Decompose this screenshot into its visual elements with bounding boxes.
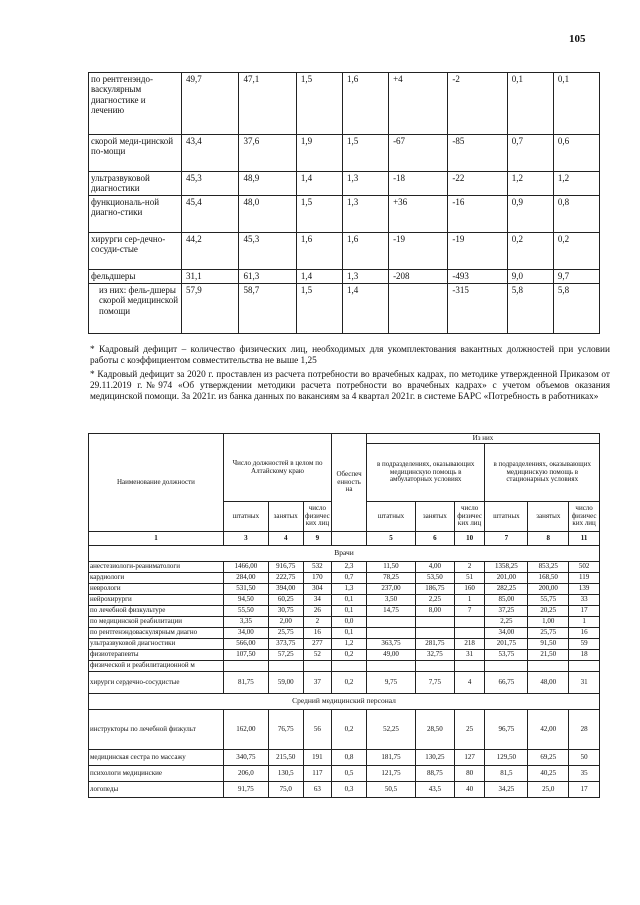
table-cell: 0,2 bbox=[332, 650, 367, 661]
table-cell: 191 bbox=[303, 750, 332, 766]
table-row bbox=[89, 766, 600, 782]
table-cell: 340,75 bbox=[223, 750, 268, 766]
table-cell: 20,25 bbox=[528, 606, 569, 617]
table-cell: 58,7 bbox=[239, 284, 296, 334]
positions-table bbox=[88, 433, 600, 798]
table-cell: 17 bbox=[569, 782, 600, 798]
position-name: нейрохирурги bbox=[89, 595, 224, 606]
table-cell: 9 bbox=[303, 532, 332, 546]
table-cell: 373,75 bbox=[268, 639, 303, 650]
table-cell: 44,2 bbox=[182, 233, 239, 270]
row-label: фельдшеры bbox=[89, 270, 182, 284]
table-cell bbox=[366, 617, 415, 628]
table-cell: 48,0 bbox=[239, 196, 296, 233]
table-cell: 63 bbox=[303, 782, 332, 798]
table-cell: 31,1 bbox=[182, 270, 239, 284]
table-row bbox=[89, 196, 600, 233]
table-cell: 1,5 bbox=[296, 73, 342, 135]
table-cell: 16 bbox=[303, 628, 332, 639]
table-row bbox=[89, 650, 600, 661]
table-cell bbox=[415, 617, 454, 628]
table-cell: 4 bbox=[268, 532, 303, 546]
table-row bbox=[89, 233, 600, 270]
table-cell: 25,75 bbox=[528, 628, 569, 639]
row-label: по рентгенэндо-васкулярным диагностике и лечению bbox=[89, 73, 182, 135]
table-row bbox=[89, 270, 600, 284]
table-cell: 33 bbox=[569, 595, 600, 606]
col-total-header: Число должностей в целом по Алтайскому краю bbox=[223, 434, 331, 502]
table-cell: 0,3 bbox=[332, 782, 367, 798]
table-row bbox=[89, 573, 600, 584]
table-cell: 60,25 bbox=[268, 595, 303, 606]
table-cell: 28,50 bbox=[415, 710, 454, 750]
table-cell: 25,75 bbox=[268, 628, 303, 639]
table-cell bbox=[332, 532, 367, 546]
table-cell: 57,25 bbox=[268, 650, 303, 661]
table-cell: 1 bbox=[569, 617, 600, 628]
table-cell: 1,3 bbox=[342, 172, 388, 196]
table-cell: 6 bbox=[415, 532, 454, 546]
table-cell: 1,3 bbox=[342, 270, 388, 284]
table-cell: 119 bbox=[569, 573, 600, 584]
section-title: Средний медицинский персонал bbox=[89, 694, 600, 710]
amb-staff-header: штатных bbox=[366, 502, 415, 532]
persons-header: число физичес ких лиц bbox=[303, 502, 332, 532]
table-row bbox=[89, 73, 600, 135]
table-cell: 181,75 bbox=[366, 750, 415, 766]
table-cell: 0,1 bbox=[332, 628, 367, 639]
table-cell: 18 bbox=[569, 650, 600, 661]
table-cell bbox=[223, 661, 268, 672]
table-cell: 57,9 bbox=[182, 284, 239, 334]
table-row bbox=[89, 532, 600, 546]
footnote-deficit-definition: * Кадровый дефицит – количество физических лиц, необходимых для укомплектования вакантных должностей при условии работы с коэффициентом совместительства не выше 1,25 bbox=[90, 345, 610, 367]
section-row bbox=[89, 694, 600, 710]
table-cell: 52 bbox=[303, 650, 332, 661]
table-cell: 284,00 bbox=[223, 573, 268, 584]
amb-persons-header: число физичес ких лиц bbox=[454, 502, 485, 532]
position-name: психологи медицинские bbox=[89, 766, 224, 782]
table-cell: 69,25 bbox=[528, 750, 569, 766]
table-cell: 5,8 bbox=[507, 284, 553, 334]
table-cell: 7,75 bbox=[415, 672, 454, 694]
table-cell: 2,25 bbox=[415, 595, 454, 606]
table-cell: 5 bbox=[366, 532, 415, 546]
table-cell: 0,2 bbox=[553, 233, 599, 270]
table-cell: 916,75 bbox=[268, 562, 303, 573]
table-cell: 21,50 bbox=[528, 650, 569, 661]
table-row bbox=[89, 562, 600, 573]
table-cell: -315 bbox=[448, 284, 507, 334]
table-cell: -493 bbox=[448, 270, 507, 284]
table-cell: 0,7 bbox=[507, 135, 553, 172]
table-cell: 8 bbox=[528, 532, 569, 546]
table-cell: 42,00 bbox=[528, 710, 569, 750]
table-cell: 282,25 bbox=[485, 584, 528, 595]
table-cell: -67 bbox=[389, 135, 448, 172]
table-cell: 85,00 bbox=[485, 595, 528, 606]
table-cell: 129,50 bbox=[485, 750, 528, 766]
table-cell: 1,6 bbox=[342, 233, 388, 270]
position-name: по медицинской реабилитации bbox=[89, 617, 224, 628]
table-cell: 186,75 bbox=[415, 584, 454, 595]
stac-staff-header: штатных bbox=[485, 502, 528, 532]
table-cell: 206,0 bbox=[223, 766, 268, 782]
table-cell: 1358,25 bbox=[485, 562, 528, 573]
table-cell: 50,5 bbox=[366, 782, 415, 798]
table-cell: 48,00 bbox=[528, 672, 569, 694]
position-name: физической и реабилитационной м bbox=[89, 661, 224, 672]
table-cell: 37,6 bbox=[239, 135, 296, 172]
table-cell: 1,3 bbox=[332, 584, 367, 595]
table-cell: 168,50 bbox=[528, 573, 569, 584]
table-row bbox=[89, 710, 600, 750]
table-cell: 201,00 bbox=[485, 573, 528, 584]
table-row bbox=[89, 672, 600, 694]
table-cell: 0,6 bbox=[553, 135, 599, 172]
table-cell: 139 bbox=[569, 584, 600, 595]
table-cell: 45,4 bbox=[182, 196, 239, 233]
table-cell: 1 bbox=[454, 595, 485, 606]
row-label: хирурги сер-дечно-сосуди-стые bbox=[89, 233, 182, 270]
table-cell: 2 bbox=[454, 562, 485, 573]
table-cell: 218 bbox=[454, 639, 485, 650]
table-row bbox=[89, 617, 600, 628]
table-cell: -208 bbox=[389, 270, 448, 284]
position-name: физиотерапевты bbox=[89, 650, 224, 661]
table-row bbox=[89, 606, 600, 617]
table-cell: 91,75 bbox=[223, 782, 268, 798]
page-number: 105 bbox=[569, 33, 586, 45]
table-cell: 222,75 bbox=[268, 573, 303, 584]
table-cell: 162,00 bbox=[223, 710, 268, 750]
table-cell: 201,75 bbox=[485, 639, 528, 650]
table-cell: 3,50 bbox=[366, 595, 415, 606]
table-cell: 45,3 bbox=[182, 172, 239, 196]
table-cell: 1,00 bbox=[528, 617, 569, 628]
table-cell: 35 bbox=[569, 766, 600, 782]
table-cell: 81,75 bbox=[223, 672, 268, 694]
table-cell: 1,4 bbox=[296, 270, 342, 284]
position-name: неврологи bbox=[89, 584, 224, 595]
table-cell: 43,5 bbox=[415, 782, 454, 798]
table-row bbox=[89, 584, 600, 595]
table-cell: 59 bbox=[569, 639, 600, 650]
table-cell: 1,2 bbox=[332, 639, 367, 650]
table-cell: 5,8 bbox=[553, 284, 599, 334]
table-cell: 237,00 bbox=[366, 584, 415, 595]
table-cell bbox=[485, 661, 528, 672]
table-row bbox=[89, 639, 600, 650]
of-them-header: Из них bbox=[366, 434, 599, 444]
table-cell: 0,1 bbox=[507, 73, 553, 135]
table-cell: 40 bbox=[454, 782, 485, 798]
table-cell bbox=[332, 661, 367, 672]
table-cell: 277 bbox=[303, 639, 332, 650]
table-cell: 32,75 bbox=[415, 650, 454, 661]
table-cell: 127 bbox=[454, 750, 485, 766]
table-cell: 8,00 bbox=[415, 606, 454, 617]
occupied-header: занятых bbox=[268, 502, 303, 532]
position-name: по лечебной физкультуре bbox=[89, 606, 224, 617]
table-cell: 394,00 bbox=[268, 584, 303, 595]
table-cell: -19 bbox=[389, 233, 448, 270]
table-cell: 121,75 bbox=[366, 766, 415, 782]
table-cell: 3,35 bbox=[223, 617, 268, 628]
table-cell: 88,75 bbox=[415, 766, 454, 782]
table-cell: 48,9 bbox=[239, 172, 296, 196]
table-cell: -16 bbox=[448, 196, 507, 233]
table-cell: 50 bbox=[569, 750, 600, 766]
table-cell: 1,2 bbox=[507, 172, 553, 196]
table-cell: 130,25 bbox=[415, 750, 454, 766]
section-row bbox=[89, 546, 600, 562]
table-cell: -85 bbox=[448, 135, 507, 172]
table-cell: 43,4 bbox=[182, 135, 239, 172]
table-cell: 200,00 bbox=[528, 584, 569, 595]
position-name: ультразвуковой диагностики bbox=[89, 639, 224, 650]
table-cell: 49,00 bbox=[366, 650, 415, 661]
table-cell: 117 bbox=[303, 766, 332, 782]
table-cell: 532 bbox=[303, 562, 332, 573]
table-cell: 4,00 bbox=[415, 562, 454, 573]
table-cell: 78,25 bbox=[366, 573, 415, 584]
table-cell: 59,00 bbox=[268, 672, 303, 694]
staffing-ratio-table bbox=[88, 72, 600, 334]
table-row bbox=[89, 782, 600, 798]
table-cell: 1,4 bbox=[296, 172, 342, 196]
ambulatory-header: в подразделениях, оказывающих медицинскую помощь в амбулаторных условиях bbox=[366, 444, 485, 502]
table-cell: 34,25 bbox=[485, 782, 528, 798]
table-cell: 0,9 bbox=[507, 196, 553, 233]
table-cell: 0,1 bbox=[553, 73, 599, 135]
row-label: функциональ-ной диагно-стики bbox=[89, 196, 182, 233]
position-name: анестезиологи-реаниматологи bbox=[89, 562, 224, 573]
table-cell: 34 bbox=[303, 595, 332, 606]
table-row bbox=[89, 628, 600, 639]
table-cell bbox=[303, 661, 332, 672]
table-cell: 80 bbox=[454, 766, 485, 782]
table-cell: 9,75 bbox=[366, 672, 415, 694]
table-cell: 16 bbox=[569, 628, 600, 639]
table-cell: 30,75 bbox=[268, 606, 303, 617]
position-name: кардиологи bbox=[89, 573, 224, 584]
table-cell: 1,3 bbox=[342, 196, 388, 233]
table-cell: 96,75 bbox=[485, 710, 528, 750]
stac-occupied-header: занятых bbox=[528, 502, 569, 532]
table-cell bbox=[569, 661, 600, 672]
table-cell: 2,3 bbox=[332, 562, 367, 573]
table-cell: 363,75 bbox=[366, 639, 415, 650]
table-cell: 17 bbox=[569, 606, 600, 617]
position-name: медицинская сестра по массажу bbox=[89, 750, 224, 766]
table-cell: 76,75 bbox=[268, 710, 303, 750]
table-cell: 130,5 bbox=[268, 766, 303, 782]
table-cell: 91,50 bbox=[528, 639, 569, 650]
table-cell: 51 bbox=[454, 573, 485, 584]
row-label: скорой меди-цинской по-мощи bbox=[89, 135, 182, 172]
position-name: хирурги сердечно-сосудистые bbox=[89, 672, 224, 694]
table-cell: 0,1 bbox=[332, 595, 367, 606]
table-cell: 3 bbox=[223, 532, 268, 546]
table-cell: 0,2 bbox=[332, 672, 367, 694]
table-cell: 94,50 bbox=[223, 595, 268, 606]
table-cell bbox=[454, 628, 485, 639]
table-cell: 53,75 bbox=[485, 650, 528, 661]
table-cell: 1,5 bbox=[296, 284, 342, 334]
table-cell: 10 bbox=[454, 532, 485, 546]
table-cell: 1,6 bbox=[342, 73, 388, 135]
table-cell bbox=[389, 284, 448, 334]
table-cell: 40,25 bbox=[528, 766, 569, 782]
table-cell: 2 bbox=[303, 617, 332, 628]
table-cell: -22 bbox=[448, 172, 507, 196]
table-cell: -19 bbox=[448, 233, 507, 270]
table-row bbox=[89, 750, 600, 766]
table-cell: 0,8 bbox=[553, 196, 599, 233]
table-cell: 37 bbox=[303, 672, 332, 694]
table-cell bbox=[366, 628, 415, 639]
position-name: 1 bbox=[89, 532, 224, 546]
table-cell: 502 bbox=[569, 562, 600, 573]
table-cell: 1,5 bbox=[296, 196, 342, 233]
row-label: ультразвуковой диагностики bbox=[89, 172, 182, 196]
position-name: инструкторы по лечебной физкульт bbox=[89, 710, 224, 750]
table-cell bbox=[454, 617, 485, 628]
amb-occupied-header: занятых bbox=[415, 502, 454, 532]
table-cell: 7 bbox=[485, 532, 528, 546]
table-cell: 281,75 bbox=[415, 639, 454, 650]
position-name: логопеды bbox=[89, 782, 224, 798]
table-cell: 49,7 bbox=[182, 73, 239, 135]
table-cell: 1,4 bbox=[342, 284, 388, 334]
table-cell: 47,1 bbox=[239, 73, 296, 135]
table-cell: 531,50 bbox=[223, 584, 268, 595]
table-cell: 170 bbox=[303, 573, 332, 584]
table-cell: 26 bbox=[303, 606, 332, 617]
table-cell: 4 bbox=[454, 672, 485, 694]
table-cell: -18 bbox=[389, 172, 448, 196]
table-cell: 28 bbox=[569, 710, 600, 750]
row-label: из них: фель-дшеры скорой медицинской помощи bbox=[89, 284, 182, 334]
table-row bbox=[89, 661, 600, 672]
table-row bbox=[89, 172, 600, 196]
table-cell: 11 bbox=[569, 532, 600, 546]
table-cell: 14,75 bbox=[366, 606, 415, 617]
table-cell: 1466,00 bbox=[223, 562, 268, 573]
table-cell bbox=[454, 661, 485, 672]
table-cell bbox=[528, 661, 569, 672]
table-cell: 1,5 bbox=[342, 135, 388, 172]
table-cell: 75,0 bbox=[268, 782, 303, 798]
table-cell: 1,2 bbox=[553, 172, 599, 196]
table-cell: 2,00 bbox=[268, 617, 303, 628]
table-cell: 107,50 bbox=[223, 650, 268, 661]
col-provision-header: Обеспеч енность на bbox=[332, 434, 367, 532]
table-cell: 0,2 bbox=[507, 233, 553, 270]
table-cell: 11,50 bbox=[366, 562, 415, 573]
table-cell: 1,6 bbox=[296, 233, 342, 270]
inpatient-header: в подразделениях, оказывающих медицинскую помощь в стационарных условиях bbox=[485, 444, 600, 502]
table-cell: 853,25 bbox=[528, 562, 569, 573]
table-cell: 9,7 bbox=[553, 270, 599, 284]
table-cell: 215,50 bbox=[268, 750, 303, 766]
table-cell bbox=[415, 628, 454, 639]
table-cell: 53,50 bbox=[415, 573, 454, 584]
footnote-deficit-method: * Кадровый дефицит за 2020 г. проставлен из расчета потребности во врачебных кадрах, по методике утвержденной Приказом от 29.11.2019 г.№974 «Об утверждении методики расчета потребности во врачебных кадрах» с учетом объемов оказания медицинской помощи. За 2021г. из банка данных по вакансиям за 4 квартал 2021г. в системе БАРС «Потребность в работниках» bbox=[90, 370, 610, 403]
table-cell: 1,9 bbox=[296, 135, 342, 172]
stac-persons-header: число физичес ких лиц bbox=[569, 502, 600, 532]
table-cell bbox=[415, 661, 454, 672]
table-cell: 0,0 bbox=[332, 617, 367, 628]
table-cell: 81,5 bbox=[485, 766, 528, 782]
table-cell: 52,25 bbox=[366, 710, 415, 750]
table-cell: 0,1 bbox=[332, 606, 367, 617]
table-cell: 61,3 bbox=[239, 270, 296, 284]
col-position-name-header: Наименование должности bbox=[89, 434, 224, 532]
position-name: по рентгенэндоваскулярным диагно bbox=[89, 628, 224, 639]
table-cell: 31 bbox=[569, 672, 600, 694]
table-cell: +36 bbox=[389, 196, 448, 233]
table-row bbox=[89, 595, 600, 606]
table-cell bbox=[366, 661, 415, 672]
table-cell bbox=[268, 661, 303, 672]
section-title: Врачи bbox=[89, 546, 600, 562]
table-cell: +4 bbox=[389, 73, 448, 135]
table-cell: 304 bbox=[303, 584, 332, 595]
table-cell: 2,25 bbox=[485, 617, 528, 628]
table-cell: 31 bbox=[454, 650, 485, 661]
table-cell: 0,8 bbox=[332, 750, 367, 766]
table-cell: 37,25 bbox=[485, 606, 528, 617]
table-cell: 56 bbox=[303, 710, 332, 750]
table-cell: 0,2 bbox=[332, 710, 367, 750]
table-cell: 0,5 bbox=[332, 766, 367, 782]
table-cell: 66,75 bbox=[485, 672, 528, 694]
table-cell: 0,7 bbox=[332, 573, 367, 584]
table-cell: 55,50 bbox=[223, 606, 268, 617]
table-cell: 25 bbox=[454, 710, 485, 750]
table-cell: 160 bbox=[454, 584, 485, 595]
table-row bbox=[89, 135, 600, 172]
table-cell: 45,3 bbox=[239, 233, 296, 270]
table-cell: 34,00 bbox=[223, 628, 268, 639]
table-cell: 7 bbox=[454, 606, 485, 617]
table-cell: 55,75 bbox=[528, 595, 569, 606]
table-cell: -2 bbox=[448, 73, 507, 135]
table-cell: 566,00 bbox=[223, 639, 268, 650]
table-cell: 34,00 bbox=[485, 628, 528, 639]
table-row bbox=[89, 284, 600, 334]
staff-header: штатных bbox=[223, 502, 268, 532]
table-cell: 9,0 bbox=[507, 270, 553, 284]
table-cell: 25,0 bbox=[528, 782, 569, 798]
